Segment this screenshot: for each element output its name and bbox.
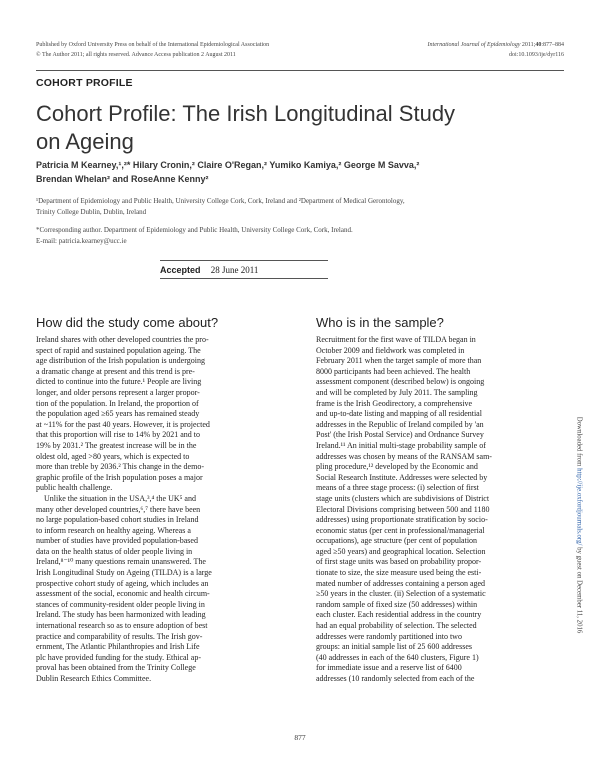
body-text-line: assessment of the social, economic and health circum- xyxy=(36,589,210,599)
body-text-line: ≥50 years in the cluster. (ii) Selection of a systematic xyxy=(316,589,486,599)
body-text-line: 19% by 2031.² The greatest increase will be in the xyxy=(36,440,197,450)
body-text-line: more than treble by 2036.² This change in the demo- xyxy=(36,462,204,472)
body-text-line: addresses (10 randomly selected from each of the xyxy=(316,674,475,683)
body-text-line: at ~11% for the past 40 years. However, it is projected xyxy=(36,419,210,429)
body-text-line: longer, and older persons represent a larger propor- xyxy=(36,387,200,397)
body-text-line: Social Research Institute. Addresses were selected by xyxy=(316,472,488,482)
body-text-line: dicted to continue into the future.¹ People are living xyxy=(36,377,202,387)
body-text-line: Ireland,⁸⁻¹⁰ many questions remain unanswered. The xyxy=(36,557,206,567)
body-text-line: of first stage units was based on probability propor- xyxy=(316,557,482,567)
left-column xyxy=(36,315,284,685)
body-text-line: (40 addresses in each of the 640 clusters, Figure 1) xyxy=(316,652,479,662)
affiliation-line: ¹Department of Epidemiology and Public Health, University College Cork, Cork, Ireland and ²Department of Medical Gerontology, xyxy=(36,197,405,205)
body-text-line: number of studies have provided population-based xyxy=(36,536,198,546)
title-line: on Ageing xyxy=(36,129,134,154)
journal-name: International Journal of Epidemiology xyxy=(427,42,521,48)
body-text-line: and up-to-date listing and mapping of all residential xyxy=(316,409,482,419)
body-text-line: proval has been obtained from the Trinity College xyxy=(36,663,196,673)
body-text-line: groups: an initial sample list of 25 600 addresses xyxy=(316,642,472,652)
body-text-line: plc have provided funding for the study. Ethical ap- xyxy=(36,652,201,662)
body-text-line: and will be completed by July 2011. The sampling xyxy=(316,387,478,397)
body-text-line: that this proportion will rise to 14% by 2021 and to xyxy=(36,430,200,440)
body-text-line: Ireland.¹¹ An initial multi-stage probability sample of xyxy=(316,440,486,450)
download-prefix: Downloaded from xyxy=(575,416,583,467)
body-text-line: ernment, The Atlantic Philanthropies and Irish Life xyxy=(36,642,200,652)
body-text-line: public health challenge. xyxy=(36,483,113,493)
body-text-line: Ireland. The study has been harmonized with leading xyxy=(36,610,206,620)
body-text-line: stances of community-resident older people living in xyxy=(36,599,205,609)
body-text-line: tion of the population. In Ireland, the proportion of xyxy=(36,398,199,408)
body-text-line: prospective cohort study of ageing, which includes an xyxy=(36,578,209,588)
body-text-line: each cluster. Each residential address in the country xyxy=(316,610,482,620)
body-text-line: Dublin Research Ethics Committee. xyxy=(36,674,152,683)
body-text-line: frame is the Irish Geodirectory, a comprehensive xyxy=(316,398,473,408)
accepted-box xyxy=(160,260,328,279)
body-text-line: had an equal probability of selection. The selected xyxy=(316,621,477,631)
body-text-line: pling procedure,¹² developed by the Economic and xyxy=(316,462,478,472)
author-line: Brendan Whelan² and RoseAnne Kenny² xyxy=(36,174,209,184)
body-text-line: practice and comparability of results. The Irish gov- xyxy=(36,631,203,641)
page-number: 877 xyxy=(294,733,306,742)
body-text-line: graphic profile of the Irish population poses a major xyxy=(36,472,203,482)
body-text-line: addresses were randomly partitioned into two xyxy=(316,631,462,641)
journal-volume: 40 xyxy=(535,42,542,48)
body-text-line: Electoral Divisions comprising between 500 and 1180 xyxy=(316,504,490,514)
body-text-line: stage units (clusters which are subdivisions of District xyxy=(316,493,490,503)
correspondence-line: *Corresponding author. Department of Epidemiology and Public Health, University College Cork, Cork, Ireland. xyxy=(36,226,353,234)
body-text-line: addresses) using proportionate stratification by socio- xyxy=(316,515,488,525)
body-text-line: tionate to size, the size measure used being the esti- xyxy=(316,568,482,578)
body-text-line: Ireland shares with other developed countries the pro- xyxy=(36,335,209,344)
header-rule xyxy=(36,70,564,71)
publisher-note xyxy=(36,40,269,60)
right-column xyxy=(316,315,564,685)
left-column-heading: How did the study come about? xyxy=(36,315,219,330)
body-text-line: for immediate issue and a reserve list of 6400 xyxy=(316,663,462,673)
body-text-line: Post' (the Irish Postal Service) and Ordnance Survey xyxy=(316,430,484,440)
body-text-line: mated number of addresses containing a person aged xyxy=(316,578,486,588)
right-column-body xyxy=(316,335,564,685)
body-text-line: addresses was chosen by means of the RANSAM sam- xyxy=(316,451,492,461)
title-line: Cohort Profile: The Irish Longitudinal Study xyxy=(36,101,456,126)
correspondence-line: E-mail: patricia.kearney@ucc.ie xyxy=(36,237,127,245)
body-text-line: data on the health status of older people living in xyxy=(36,546,193,556)
body-text-line: international research so as to ensure adoption of best xyxy=(36,621,208,631)
body-text-line: assessment component (described below) is ongoing xyxy=(316,377,485,387)
body-text-line: oldest old, aged >80 years, which is expected to xyxy=(36,451,190,461)
section-label: COHORT PROFILE xyxy=(36,77,133,89)
body-text-line: a dramatic change at present and this trend is pre- xyxy=(36,366,195,376)
affiliations xyxy=(36,196,564,218)
body-text-line: Unlike the situation in the USA,³,⁴ the UK⁵ and xyxy=(44,493,196,503)
author-line: Patricia M Kearney,¹,²* Hilary Cronin,² Claire O'Regan,² Yumiko Kamiya,² George M Savva,² xyxy=(36,160,420,170)
publisher-line: Published by Oxford University Press on behalf of the International Epidemiological Association xyxy=(36,42,270,48)
copyright-line: © The Author 2011; all rights reserved. Advance Access publication 2 August 2011 xyxy=(36,52,236,58)
body-text-line: to inform research on healthy ageing. Whereas a xyxy=(36,525,191,535)
body-text-line: occupations), age structure (per cent of population xyxy=(316,536,478,546)
download-note xyxy=(576,417,583,634)
body-text-line: spect of rapid and sustained population ageing. The xyxy=(36,345,201,355)
right-column-heading: Who is in the sample? xyxy=(316,315,444,330)
citation-block xyxy=(428,40,564,60)
body-text-line: random sample of fixed size (50 addresses) within xyxy=(316,599,478,609)
body-text-line: Recruitment for the first wave of TILDA began in xyxy=(316,335,476,344)
author-list xyxy=(36,158,564,186)
body-text-line: aged ≥50 years) and geographical location. Selection xyxy=(316,546,486,556)
correspondence xyxy=(36,225,564,247)
download-link[interactable]: http://ije.oxfordjournals.org/ xyxy=(575,468,583,546)
body-text-line: addresses in the Republic of Ireland compiled by 'an xyxy=(316,419,484,429)
body-text-line: October 2009 and fieldwork was completed in xyxy=(316,345,465,355)
body-text-line: economic status (per cent in professional/managerial xyxy=(316,525,485,535)
body-text-line: Irish Longitudinal Study on Ageing (TILDA) is a large xyxy=(36,568,212,578)
body-text-line: 8000 participants had been achieved. The health xyxy=(316,366,471,376)
accepted-date: 28 June 2011 xyxy=(210,265,259,275)
body-text-line: age distribution of the Irish population is undergoing xyxy=(36,356,205,366)
body-text-line: many other developed countries,⁶,⁷ there have been xyxy=(36,504,201,514)
journal-year: 2011; xyxy=(521,42,536,48)
doi: doi:10.1093/ije/dyr116 xyxy=(509,52,564,58)
body-text-line: no large population-based cohort studies in Ireland xyxy=(36,515,199,525)
left-column-body xyxy=(36,335,284,685)
body-text-line: the population aged ≥65 years has remained steady xyxy=(36,409,200,419)
affiliation-line: Trinity College Dublin, Dublin, Ireland xyxy=(36,208,147,216)
body-text-line: February 2011 when the target sample of more than xyxy=(316,356,482,366)
journal-pages: :877–884 xyxy=(541,42,564,48)
accepted-label: Accepted xyxy=(160,265,201,275)
download-suffix: by guest on December 11, 2016 xyxy=(575,547,583,634)
body-text-line: means of a three stage process: (i) selection of first xyxy=(316,483,479,493)
article-title xyxy=(36,100,564,156)
